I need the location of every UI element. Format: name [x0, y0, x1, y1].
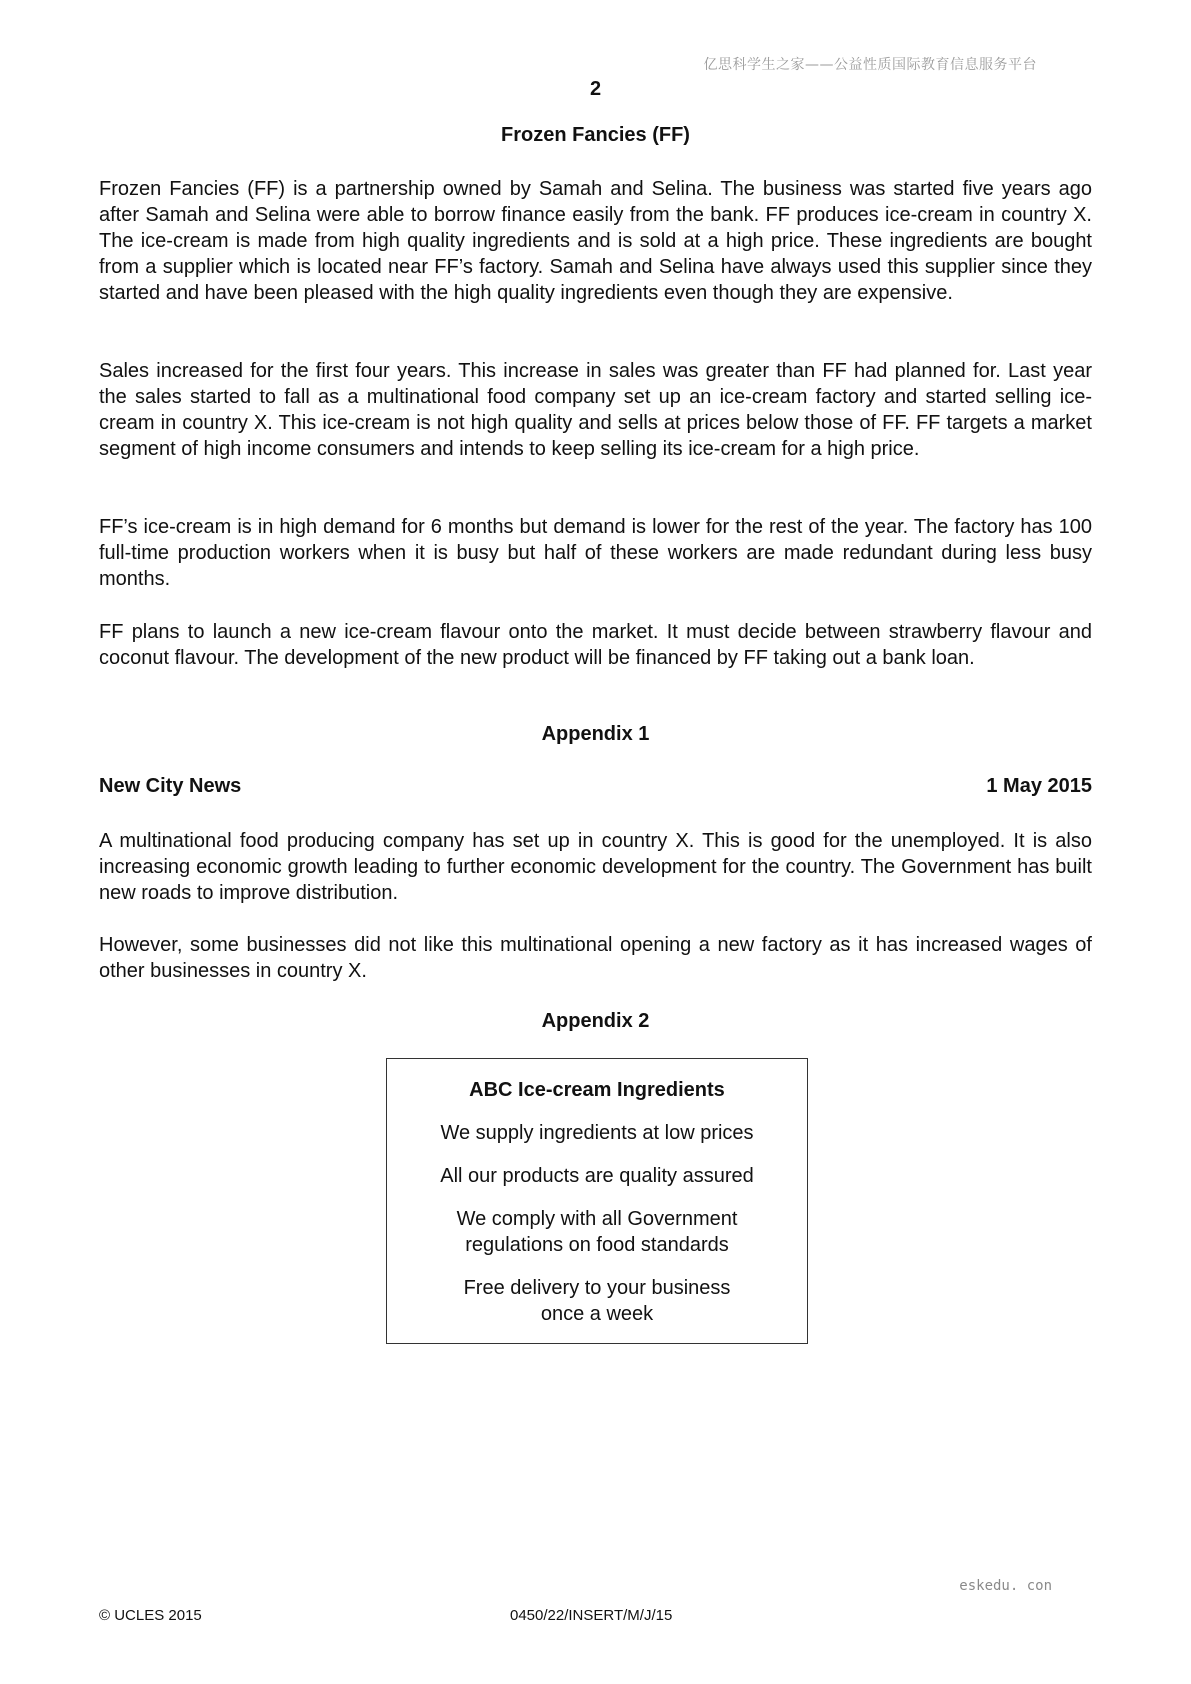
- news-source: New City News: [99, 775, 242, 797]
- advert-line-2: All our products are quality assured: [440, 1165, 754, 1187]
- page-title: Frozen Fancies (FF): [501, 124, 690, 146]
- case-paragraph-4: FF plans to launch a new ice-cream flavour onto the market. It must decide between strawberry flavour and coconut flavour. The development of the new product will be financed by FF taking out a bank loan.: [99, 621, 1092, 669]
- footer-paper-code: 0450/22/INSERT/M/J/15: [510, 1607, 673, 1624]
- appendix-1-heading: Appendix 1: [541, 723, 650, 745]
- advert-title: ABC Ice-cream Ingredients: [469, 1079, 725, 1101]
- news-date: 1 May 2015: [986, 775, 1092, 797]
- case-paragraph-2: Sales increased for the first four years. This increase in sales was greater than FF had planned for. Last year the sales started to fall as a multinational food company set up an ice-cream factory and started selling ice-cream in country X. This ice-cream is not high quality and sells at prices below those of FF. FF targets a market segment of high income consumers and intends to keep selling its ice-cream for a high price.: [99, 360, 1092, 460]
- footer-copyright: © UCLES 2015: [99, 1607, 202, 1624]
- appendix-2-heading: Appendix 2: [541, 1010, 650, 1032]
- advert-line-4: Free delivery to your business once a week: [463, 1277, 731, 1325]
- advert-line-1: We supply ingredients at low prices: [440, 1122, 754, 1144]
- advert-box: [386, 1058, 808, 1344]
- news-paragraph-2: However, some businesses did not like this multinational opening a new factory as it has increased wages of other businesses in country X.: [99, 934, 1092, 982]
- advert-line-3: We comply with all Government regulations on food standards: [456, 1208, 738, 1256]
- news-paragraph-1: A multinational food producing company has set up in country X. This is good for the unemployed. It is also increasing economic growth leading to further economic development for the country. The Government has built new roads to improve distribution.: [99, 830, 1092, 904]
- case-paragraph-3: FF’s ice-cream is in high demand for 6 months but demand is lower for the rest of the year. The factory has 100 full-time production workers when it is busy but half of these workers are made redundant during less busy months.: [99, 516, 1092, 590]
- watermark-bottom: eskedu. con: [959, 1578, 1052, 1594]
- watermark-top: 亿思科学生之家——公益性质国际教育信息服务平台: [703, 57, 1037, 73]
- page-number: 2: [589, 78, 602, 100]
- case-paragraph-1: Frozen Fancies (FF) is a partnership owned by Samah and Selina. The business was started five years ago after Samah and Selina were able to borrow finance easily from the bank. FF produces ice-cream in country X. The ice-cream is made from high quality ingredients and is sold at a high price. These ingredients are bought from a supplier which is located near FF’s factory. Samah and Selina have always used this supplier since they started and have been pleased with the high quality ingredients even though they are expensive.: [99, 178, 1092, 304]
- news-header-row: [99, 775, 1092, 798]
